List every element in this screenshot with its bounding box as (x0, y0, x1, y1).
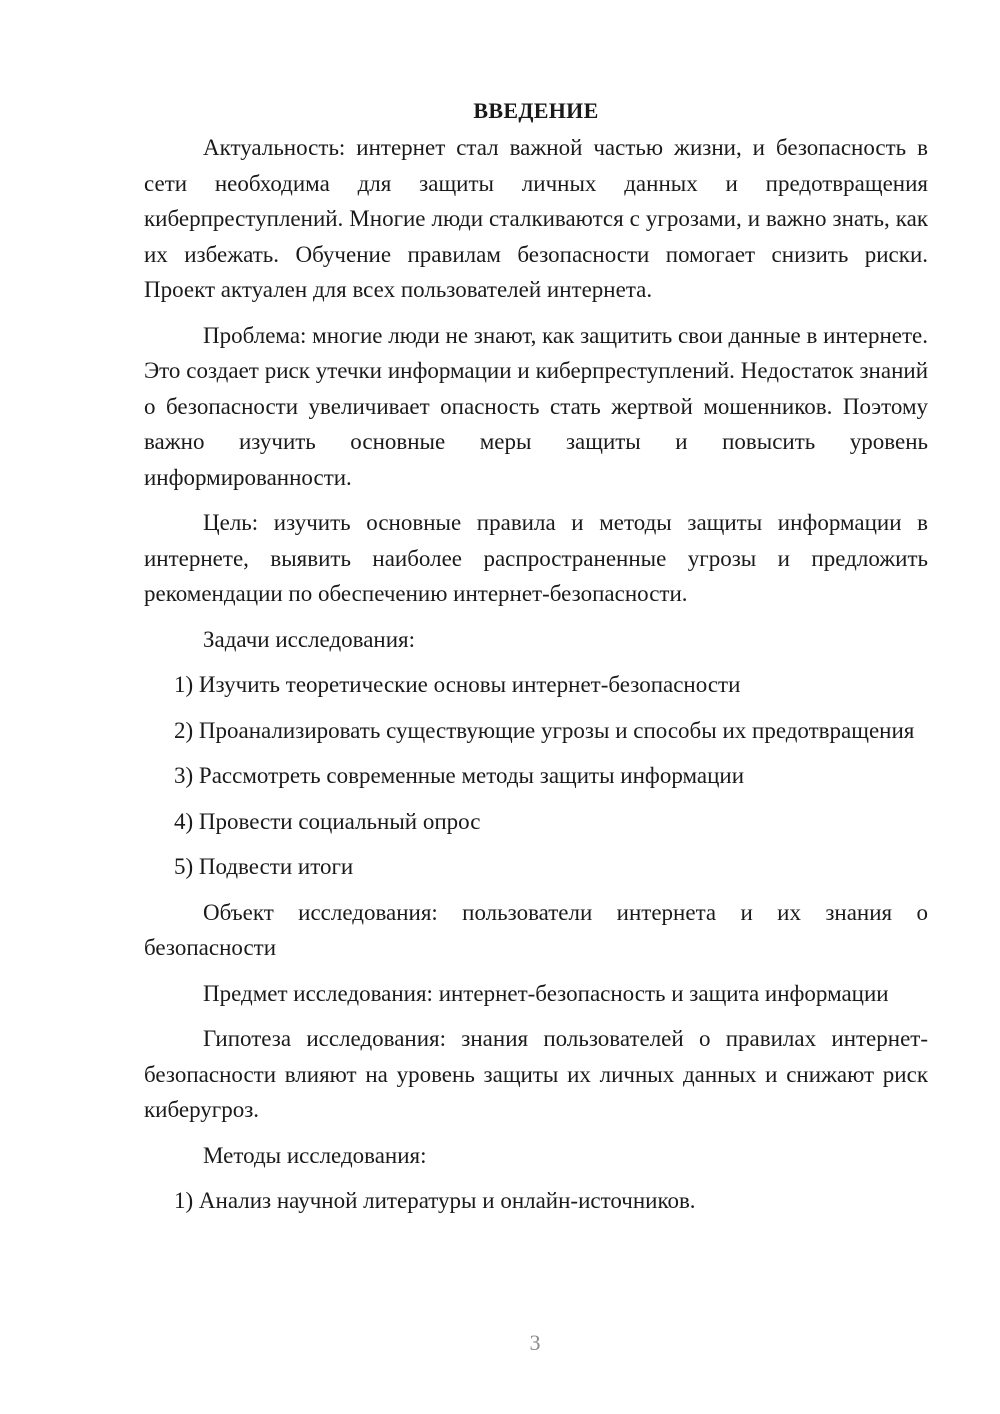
task-item-1: 1) Изучить теоретические основы интернет-безопасности (174, 672, 741, 697)
task-item-2: 2) Проанализировать существующие угрозы и способы их предотвращения (174, 717, 915, 743)
object-paragraph: Объект исследования: пользователи интернета и их знания о безопасности (144, 899, 928, 960)
task-item-5: 5) Подвести итоги (174, 854, 354, 879)
page-number: 3 (529, 1330, 541, 1355)
page-title: ВВЕДЕНИЕ (473, 98, 599, 123)
problem-paragraph: Проблема: многие люди не знают, как защитить свои данные в интернете. Это создает риск утечки информации и киберпреступлений. Недостаток знаний о безопасности увеличивает опасность стать жертвой мошенников. Поэтому важно изучить основные меры защиты и повысить уровень информированности. (144, 322, 928, 490)
hypothesis-paragraph: Гипотеза исследования: знания пользователей о правилах интернет-безопасности влияют на уровень защиты их личных данных и снижают риск киберугроз. (144, 1026, 928, 1122)
methods-heading: Методы исследования: (203, 1142, 427, 1168)
method-item-1: 1) Анализ научной литературы и онлайн-источников. (174, 1188, 696, 1213)
task-item-4: 4) Провести социальный опрос (174, 808, 481, 834)
page-content (144, 93, 928, 1229)
subject-paragraph: Предмет исследования: интернет-безопасность и защита информации (203, 980, 889, 1006)
task-item-3: 3) Рассмотреть современные методы защиты информации (174, 763, 745, 788)
tasks-heading: Задачи исследования: (203, 626, 416, 652)
goal-paragraph: Цель: изучить основные правила и методы защиты информации в интернете, выявить наиболее распространенные угрозы и предложить рекомендации по обеспечению интернет-безопасности. (144, 510, 928, 606)
relevance-paragraph: Актуальность: интернет стал важной частью жизни, и безопасность в сети необходима для защиты личных данных и предотвращения киберпреступлений. Многие люди сталкиваются с угрозами, и важно знать, как их избежать. Обучение правилам безопасности помогает снизить риски. Проект актуален для всех пользователей интернета. (144, 135, 928, 302)
